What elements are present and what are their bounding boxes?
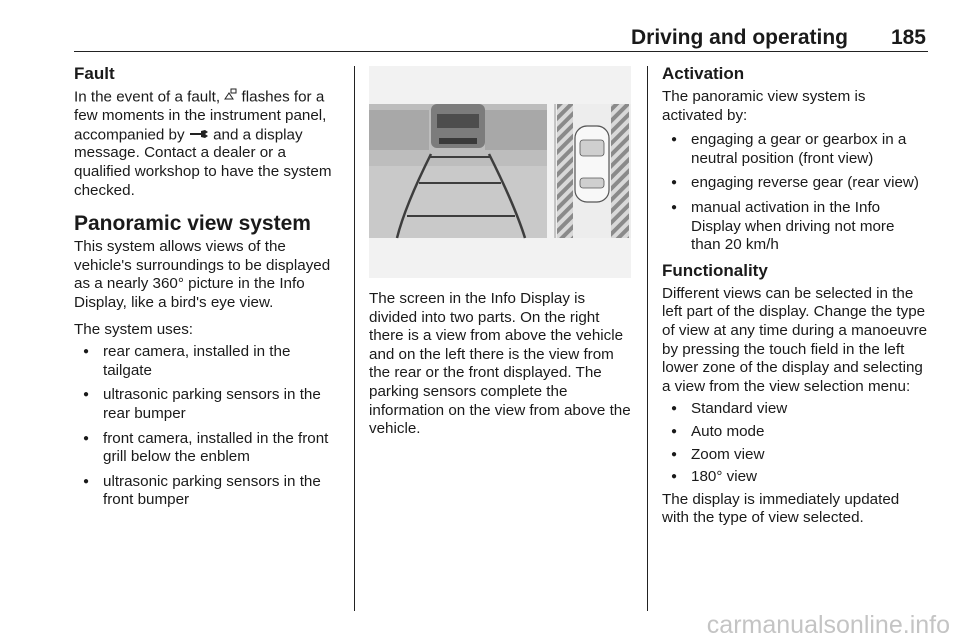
- watermark: carmanualsonline.info: [706, 611, 950, 639]
- activation-heading: Activation: [662, 64, 745, 83]
- uses-label: The system uses:: [74, 320, 194, 338]
- middle-column: [369, 66, 635, 447]
- list-item: ● 180° view: [662, 468, 928, 487]
- uses-list: [74, 343, 342, 510]
- list-item: ● Auto mode: [662, 423, 928, 442]
- page-header: [74, 24, 928, 50]
- activation-list: [662, 131, 928, 255]
- column-divider-left: [354, 66, 355, 611]
- wrench-icon: [189, 126, 209, 145]
- fault-text-2: flashes for a few moments in the instrument panel, accompanied by: [74, 88, 327, 143]
- list-item: ● manual activation in the Info Display when driving not more than 20 km/h: [662, 199, 928, 255]
- closing-paragraph: The display is immediately updated with the type of view selected.: [662, 490, 900, 527]
- section-title: Driving and operating: [630, 26, 848, 49]
- list-item: ● engaging a gear or gearbox in a neutral position (front view): [662, 131, 928, 168]
- functionality-paragraph: Different views can be selected in the left part of the display. Change the type of view at any time during a manoeuvre by pressing the touch field in the left lower zone of the display and selecting a view from the view selection menu:: [662, 284, 928, 395]
- list-item: ● Standard view: [662, 400, 928, 419]
- functionality-heading: Functionality: [662, 260, 768, 280]
- column-divider-right: [647, 66, 648, 611]
- page-number: 185: [890, 26, 926, 49]
- fault-text-1: In the event of a fault,: [74, 88, 221, 106]
- fault-text-3: and a display message. Contact a dealer or a qualified workshop to have the system checked.: [74, 125, 332, 199]
- right-column: [662, 64, 928, 536]
- list-item: ● front camera, installed in the front grill below the enblem: [74, 430, 342, 467]
- camera-warning-icon: [224, 88, 237, 107]
- left-column: [74, 64, 342, 516]
- header-rule: [74, 51, 928, 52]
- fault-heading: Fault: [74, 64, 115, 83]
- views-list: [662, 400, 928, 486]
- figure-caption: The screen in the Info Display is divided into two parts. On the right there is a view from above the vehicle and on the left there is the view from the rear or the front displayed. The parking sensors complete the information on the view from above the vehicle.: [369, 290, 631, 438]
- list-item: ● ultrasonic parking sensors in the front bumper: [74, 473, 342, 510]
- activation-intro: The panoramic view system is activated by:: [662, 88, 866, 124]
- panoramic-display-illustration: [369, 66, 631, 278]
- list-item: ● engaging reverse gear (rear view): [662, 174, 928, 193]
- intro-paragraph: This system allows views of the vehicle's surroundings to be displayed as a nearly 360° picture in the Info Display, like a bird's eye view.: [74, 238, 331, 311]
- list-item: ● Zoom view: [662, 446, 928, 465]
- list-item: ● ultrasonic parking sensors in the rear bumper: [74, 386, 342, 423]
- list-item: ● rear camera, installed in the tailgate: [74, 343, 342, 380]
- fault-paragraph: [74, 88, 342, 200]
- section-heading: Panoramic view system: [74, 212, 311, 236]
